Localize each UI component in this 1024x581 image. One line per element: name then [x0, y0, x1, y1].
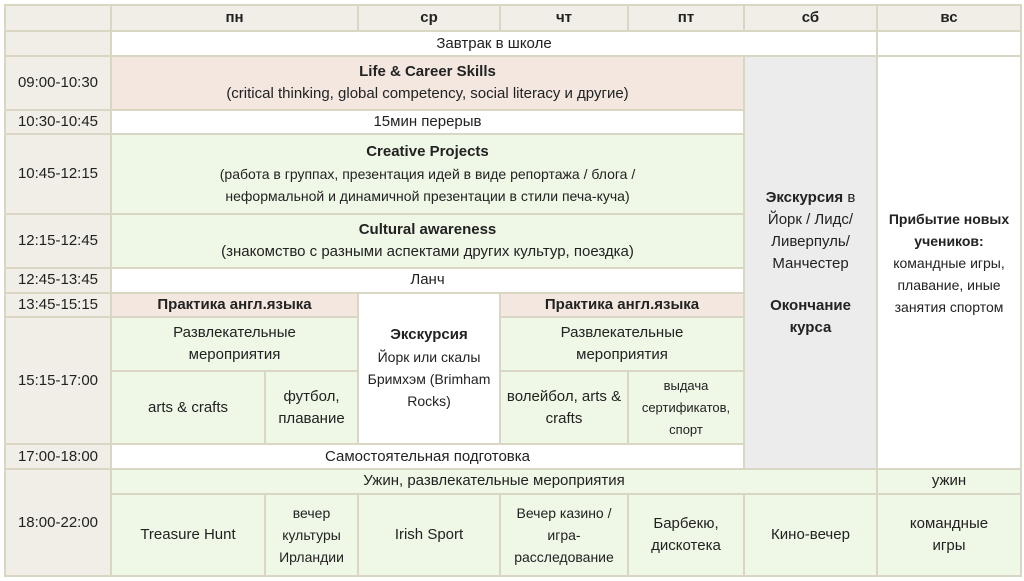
english-practice-thu-fri: Практика англ.языка: [500, 293, 744, 318]
evening-mon: Treasure Hunt: [111, 494, 265, 576]
certificates-sport-fri: выдача сертификатов, спорт: [628, 371, 744, 445]
football-swimming-tue: футбол, плавание: [265, 371, 358, 445]
evening-wed: Irish Sport: [358, 494, 500, 576]
cultural-awareness-title: Cultural awareness: [358, 221, 497, 239]
day-header-mon: пн: [111, 5, 358, 31]
volleyball-arts-thu: волейбол, arts & crafts: [500, 371, 628, 445]
evening-tue: вечер культуры Ирландии: [265, 494, 358, 576]
saturday-course-end: Окончание курса: [770, 296, 851, 336]
time-slot-3: 10:45-12:15: [5, 134, 111, 214]
self-study-cell: Самостоятельная подготовка: [111, 444, 744, 469]
break-cell: 15мин перерыв: [111, 110, 744, 135]
sunday-arrival-title: Прибытие новых учеников:: [888, 210, 1010, 249]
time-slot-9: 18:00-22:00: [5, 469, 111, 576]
sunday-breakfast-empty: [877, 31, 1021, 57]
breakfast-cell: Завтрак в школе: [111, 31, 877, 57]
weekly-schedule-table: [4, 4, 1022, 577]
creative-projects-subtitle: (работа в группах, презентация идей в виде репортажа / блога / неформальной и динамичной презентации в стили печа-куча): [219, 166, 636, 205]
evening-fri: Барбекю, дискотека: [628, 494, 744, 576]
evening-thu: Вечер казино / игра-расследование: [500, 494, 628, 576]
sunday-arrival-cell: [877, 56, 1021, 469]
life-career-title: Life & Career Skills: [359, 63, 496, 81]
evening-sat: Кино-вечер: [744, 494, 877, 576]
day-header-sat: сб: [744, 5, 877, 31]
life-career-skills-cell: [111, 56, 744, 109]
time-slot-7: 15:15-17:00: [5, 317, 111, 444]
english-practice-mon-tue: Практика англ.языка: [111, 293, 358, 318]
time-slot-2: 10:30-10:45: [5, 110, 111, 135]
lunch-cell: Ланч: [111, 268, 744, 293]
sunday-activities: командные игры, плавание, иные занятия спортом: [893, 254, 1005, 315]
arts-crafts-mon: arts & crafts: [111, 371, 265, 445]
evening-sun: командные игры: [877, 494, 1021, 576]
wednesday-excursion-cell: [358, 293, 500, 445]
wednesday-excursion-title: Экскурсия: [390, 326, 468, 344]
saturday-excursion-cities: в Йорк / Лидс/ Ливерпуль/ Манчестер: [767, 188, 856, 272]
day-header-wed: ср: [358, 5, 500, 31]
time-slot-8: 17:00-18:00: [5, 444, 111, 469]
time-slot-6: 13:45-15:15: [5, 293, 111, 318]
cultural-awareness-cell: [111, 214, 744, 267]
day-header-sun: вс: [877, 5, 1021, 31]
entertainment-thu-fri: Развлекательные мероприятия: [500, 317, 744, 370]
entertainment-mon-tue: Развлекательные мероприятия: [111, 317, 358, 370]
time-slot-1: 09:00-10:30: [5, 56, 111, 109]
time-slot-4: 12:15-12:45: [5, 214, 111, 267]
sunday-dinner-cell: ужин: [877, 469, 1021, 494]
day-header-fri: пт: [628, 5, 744, 31]
day-header-thu: чт: [500, 5, 628, 31]
saturday-excursion-cell: [744, 56, 877, 469]
creative-projects-title: Creative Projects: [366, 143, 489, 161]
wednesday-excursion-detail: Йорк или скалы Бримхэм (Brimham Rocks): [367, 349, 491, 410]
dinner-entertainment-cell: Ужин, развлекательные мероприятия: [111, 469, 877, 494]
life-career-subtitle: (critical thinking, global competency, social literacy и другие): [226, 85, 629, 103]
saturday-excursion-label: Экскурсия: [765, 188, 844, 206]
creative-projects-cell: [111, 134, 744, 214]
time-cell-empty: [5, 31, 111, 57]
time-slot-5: 12:45-13:45: [5, 268, 111, 293]
corner-cell: [5, 5, 111, 31]
cultural-awareness-subtitle: (знакомство с разными аспектами других культур, поездка): [221, 243, 634, 261]
